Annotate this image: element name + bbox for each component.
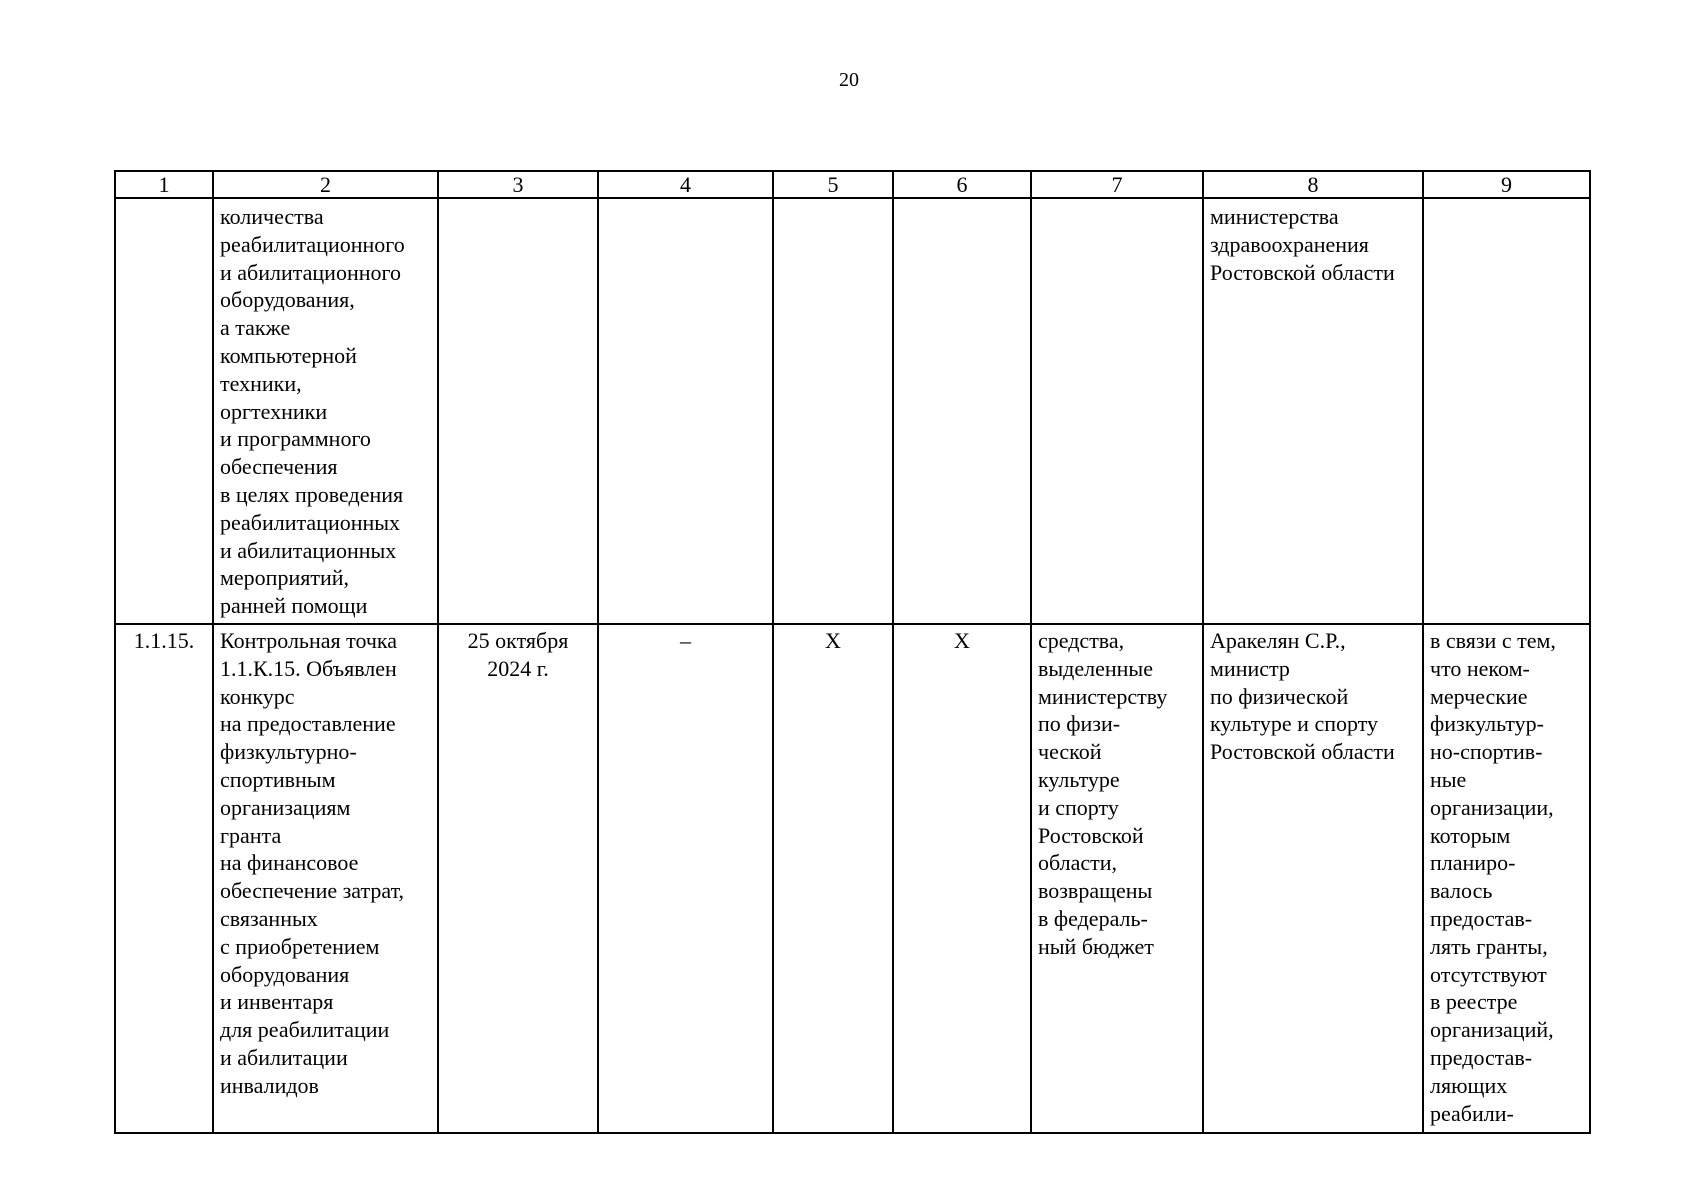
cell-col4 [598, 198, 773, 624]
column-number-4: 4 [598, 171, 773, 198]
plan-table [114, 170, 1591, 1134]
column-number-2: 2 [213, 171, 438, 198]
cell-responsible: министерства здравоохранения Ростовской области [1203, 198, 1423, 624]
cell-description: количества реабилитационного и абилитационного оборудования, а также компьютерной техники, оргтехники и программного обеспечения в целях проведения реабилитационных и абилитационных мероприятий, ранней помощи [213, 198, 438, 624]
cell-col4: – [598, 624, 773, 1133]
column-number-6: 6 [893, 171, 1031, 198]
cell-comment: в связи с тем, что неком- мерческие физкультур- но-спортив- ные организации, которым планиро- валось предостав- лять гранты, отсутствуют в реестре организаций, предостав- ляющих реабили- [1423, 624, 1590, 1133]
cell-deadline [438, 198, 598, 624]
column-number-5: 5 [773, 171, 893, 198]
cell-col6 [893, 198, 1031, 624]
column-number-1: 1 [115, 171, 213, 198]
cell-col7 [1031, 198, 1203, 624]
cell-number: 1.1.15. [115, 624, 213, 1133]
cell-deadline: 25 октября 2024 г. [438, 624, 598, 1133]
cell-col7: средства, выделенные министерству по физи- ческой культуре и спорту Ростовской области, возвращены в федераль- ный бюджет [1031, 624, 1203, 1133]
cell-col6: Х [893, 624, 1031, 1133]
column-number-9: 9 [1423, 171, 1590, 198]
column-number-8: 8 [1203, 171, 1423, 198]
column-number-3: 3 [438, 171, 598, 198]
cell-description: Контрольная точка 1.1.К.15. Объявлен конкурс на предоставление физкультурно- спортивным организациям гранта на финансовое обеспечение затрат, связанных с приобретением оборудования и инвентаря для реабилитации и абилитации инвалидов [213, 624, 438, 1133]
table-row-continued [115, 198, 1590, 624]
cell-responsible: Аракелян С.Р., министр по физической культуре и спорту Ростовской области [1203, 624, 1423, 1133]
cell-col5 [773, 198, 893, 624]
cell-comment [1423, 198, 1590, 624]
column-number-7: 7 [1031, 171, 1203, 198]
cell-number [115, 198, 213, 624]
table-row-1-1-15 [115, 624, 1590, 1133]
page-number: 20 [839, 69, 859, 91]
column-number-row [115, 171, 1590, 198]
cell-col5: Х [773, 624, 893, 1133]
